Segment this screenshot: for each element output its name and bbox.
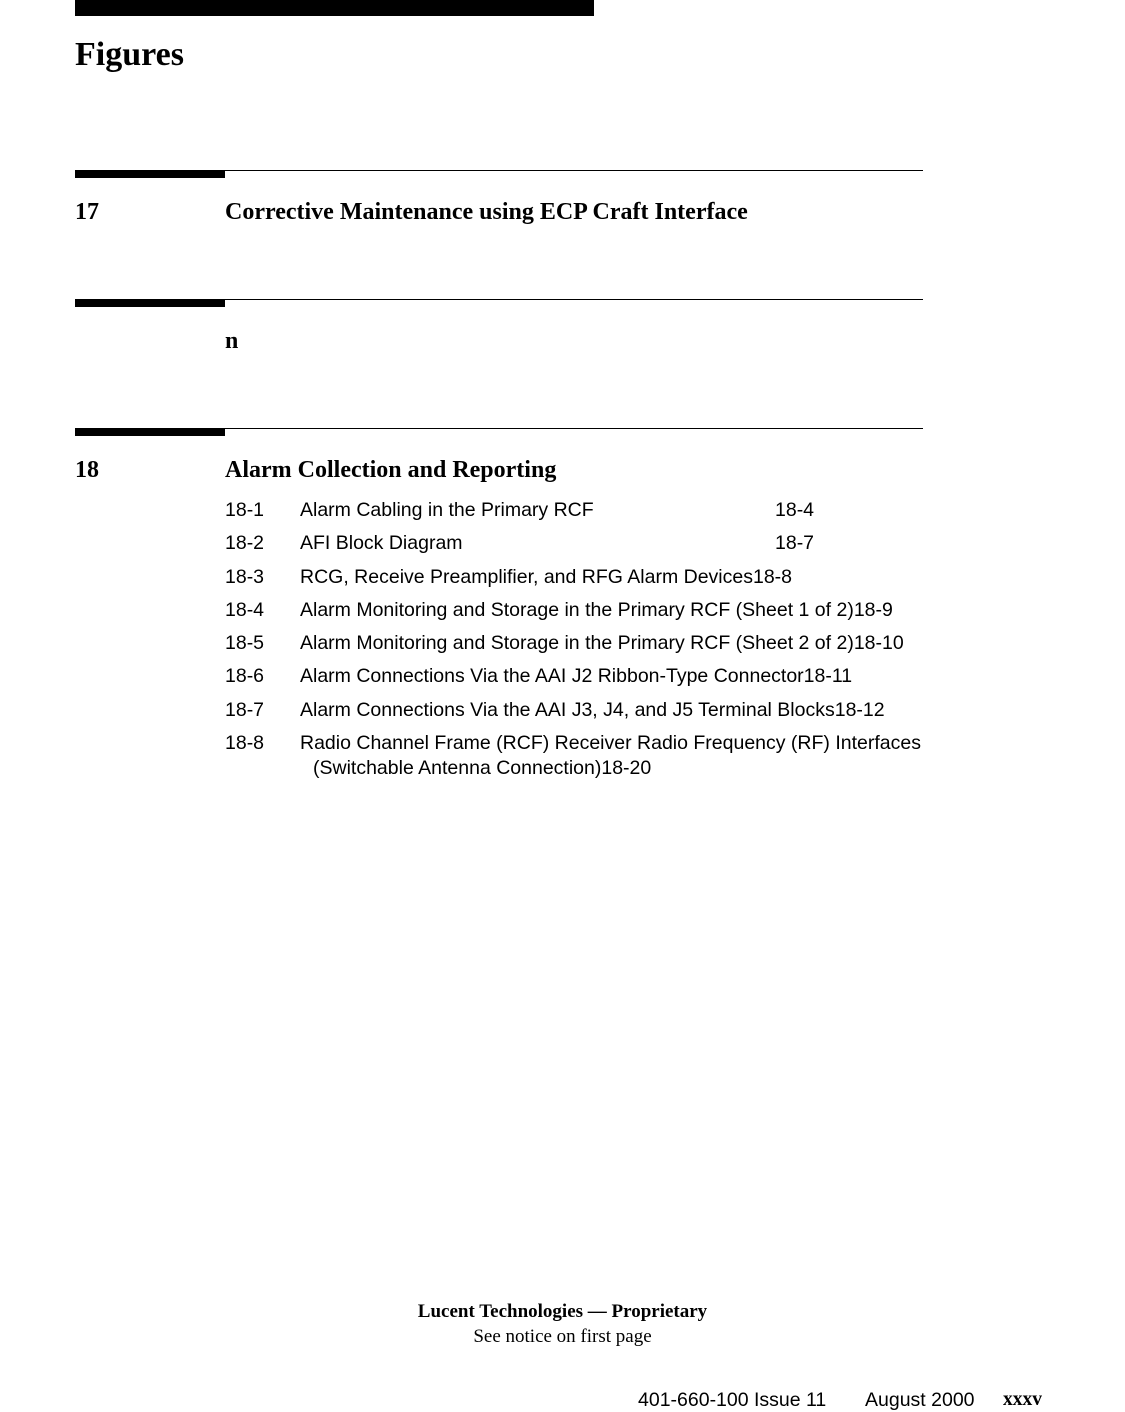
figure-entry[interactable] <box>225 631 985 655</box>
figure-page: 18-7 <box>775 532 815 555</box>
footer-page-number: xxxv <box>1003 1389 1042 1410</box>
figure-number: 18-7 <box>225 698 265 721</box>
section-rule <box>75 299 923 307</box>
footer-date: August 2000 <box>865 1389 975 1411</box>
figure-entry[interactable] <box>225 498 985 522</box>
figure-page: 18-20 <box>601 757 652 780</box>
section-rule <box>75 428 923 436</box>
figure-page: 18-11 <box>803 665 853 688</box>
figure-title: Alarm Monitoring and Storage in the Primary RCF (Sheet 2 of 2) <box>300 632 854 655</box>
footer-doc-id: 401-660-100 Issue 11 <box>638 1389 827 1411</box>
figure-title: Radio Channel Frame (RCF) Receiver Radio Frequency (RF) Interfaces <box>300 732 921 755</box>
figure-entry[interactable] <box>225 698 985 722</box>
chapter-title: n <box>225 328 239 354</box>
header-bar <box>75 0 594 16</box>
chapter-title: Alarm Collection and Reporting <box>225 457 557 483</box>
chapter-title: Corrective Maintenance using ECP Craft Interface <box>225 199 748 225</box>
figure-list <box>225 498 985 790</box>
figure-number: 18-1 <box>225 499 265 521</box>
figure-title: Alarm Connections Via the AAI J3, J4, and J5 Terminal Blocks <box>300 698 835 721</box>
figure-entry[interactable] <box>225 598 985 622</box>
figure-number: 18-3 <box>225 565 265 588</box>
figure-title: Alarm Monitoring and Storage in the Primary RCF (Sheet 1 of 2) <box>300 598 854 621</box>
figure-entry[interactable] <box>225 565 985 589</box>
figure-entry[interactable] <box>225 531 985 555</box>
figure-number: 18-5 <box>225 632 265 655</box>
figure-entry[interactable] <box>225 664 985 688</box>
figure-title: RCG, Receive Preamplifier, and RFG Alarm Devices <box>300 565 753 588</box>
figure-number: 18-4 <box>225 598 265 621</box>
figure-title: Alarm Cabling in the Primary RCF <box>300 499 594 521</box>
figure-number: 18-2 <box>225 532 265 555</box>
footer-notice: See notice on first page <box>473 1326 652 1347</box>
figure-page: 18-9 <box>853 598 893 621</box>
figure-page: 18-10 <box>853 632 904 655</box>
page-title: Figures <box>75 36 184 73</box>
figure-title: Alarm Connections Via the AAI J2 Ribbon-Type Connector <box>300 665 804 688</box>
figure-title-continued: (Switchable Antenna Connection) <box>313 757 602 780</box>
figure-page: 18-12 <box>834 698 885 721</box>
footer-brand: Lucent Technologies — Proprietary <box>417 1301 708 1322</box>
figure-title: AFI Block Diagram <box>300 532 463 555</box>
figure-number: 18-8 <box>225 732 265 755</box>
figure-page: 18-8 <box>752 565 793 588</box>
figure-number: 18-6 <box>225 665 265 688</box>
figure-entry[interactable] <box>225 731 985 781</box>
chapter-number: 18 <box>75 457 99 483</box>
figure-page: 18-4 <box>775 499 815 521</box>
chapter-number: 17 <box>75 199 99 225</box>
section-rule <box>75 170 923 178</box>
